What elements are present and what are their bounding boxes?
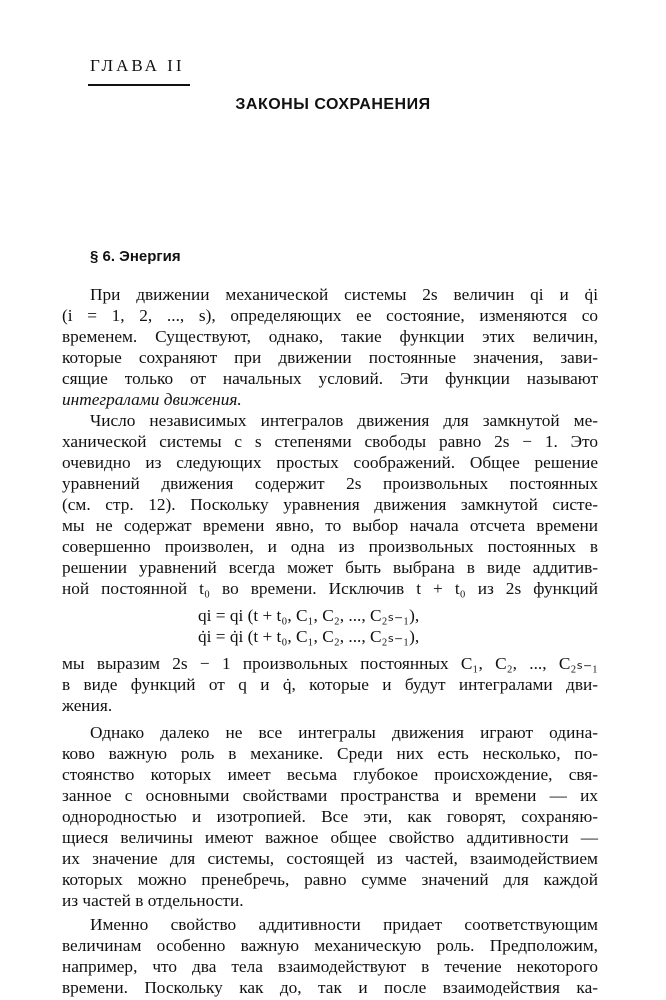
text-line: занное с основными свойствами пространства и времени — их: [62, 786, 598, 805]
text-line: величинам особенно важную механическую роль. Предположим,: [62, 936, 598, 955]
text-line: мы выразим 2s − 1 произвольных постоянных C₁, C₂, ..., C₂ₛ₋₁: [62, 654, 598, 673]
chapter-title: ЗАКОНЫ СОХРАНЕНИЯ: [235, 96, 431, 113]
text-line: ханической системы с s степенями свободы равно 2s − 1. Это: [62, 432, 598, 451]
formula-line: q̇i = q̇i (t + t₀, C₁, C₂, ..., C₂ₛ₋₁),: [198, 627, 420, 646]
text-line: их значение для системы, состоящей из частей, взаимодействием: [62, 849, 598, 868]
text-line: времени. Поскольку как до, так и после взаимодействия ка-: [62, 978, 598, 997]
section-heading: § 6. Энергия: [90, 248, 181, 265]
chapter-label: ГЛАВА II: [90, 56, 185, 75]
emphasized-term: интегралами движения.: [62, 390, 242, 409]
text-line: например, что два тела взаимодействуют в течение некоторого: [62, 957, 598, 976]
chapter-rule: [88, 84, 190, 86]
text-line: временем. Существуют, однако, такие функции этих величин,: [62, 327, 598, 346]
text-line: Однако далеко не все интегралы движения играют одина-: [90, 723, 598, 742]
text-line: При движении механической системы 2s величин qi и q̇i: [90, 285, 598, 304]
text-line: щиеся величины имеют важное общее свойство аддитивности —: [62, 828, 598, 847]
text-line: Именно свойство аддитивности придает соответствующим: [90, 915, 598, 934]
text-line: ной постоянной t₀ во времени. Исключив t + t₀ из 2s функций: [62, 579, 598, 598]
text-line: совершенно произволен, и одна из произвольных постоянных в: [62, 537, 598, 556]
text-line: жения.: [62, 696, 113, 715]
text-line: решении уравнений всегда может быть выбрана в виде аддитив-: [62, 558, 598, 577]
text-line: (i = 1, 2, ..., s), определяющих ее состояние, изменяются со: [62, 306, 598, 325]
text-line: стоянство которых имеет весьма глубокое происхождение, свя-: [62, 765, 598, 784]
text-line: мы не содержат времени явно, то выбор начала отсчета времени: [62, 516, 598, 535]
text-line: сящие только от начальных условий. Эти функции называют: [62, 369, 598, 388]
formula-line: qi = qi (t + t₀, C₁, C₂, ..., C₂ₛ₋₁),: [198, 606, 420, 625]
text-line: однородностью и изотропией. Все эти, как говорят, сохраняю-: [62, 807, 598, 826]
text-line: Число независимых интегралов движения для замкнутой ме-: [90, 411, 598, 430]
text-line: (см. стр. 12). Поскольку уравнения движения замкнутой систе-: [62, 495, 598, 514]
text-line: ково важную роль в механике. Среди них есть несколько, по-: [62, 744, 598, 763]
text-line: очевидно из следующих простых соображений. Общее решение: [62, 453, 598, 472]
text-line: уравнений движения содержит 2s произвольных постоянных: [62, 474, 598, 493]
text-line: из частей в отдельности.: [62, 891, 244, 910]
text-line: [62, 389, 598, 410]
text-line: которых можно пренебречь, равно сумме значений для каждой: [62, 870, 598, 889]
text-line: которые сохраняют при движении постоянные значения, зави-: [62, 348, 598, 367]
text-line: в виде функций от q и q̇, которые и будут интегралами дви-: [62, 675, 598, 694]
